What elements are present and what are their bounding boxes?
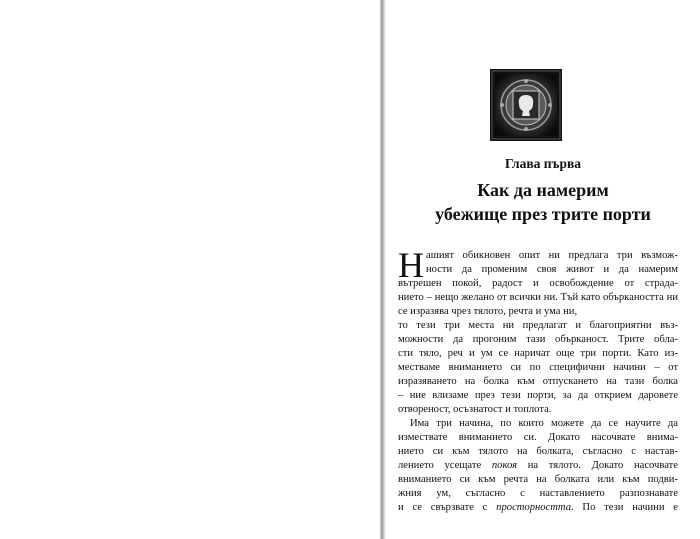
text-line: – ние влизаме през тези порти, за да открием даровете отвореност, осъзнатост и топлота.	[398, 390, 678, 415]
text-line: ашият обикновен опит ни предлага три възмож-	[426, 250, 678, 261]
chapter-title-line-1: Как да намерим	[477, 180, 609, 200]
text-line: нието си към тялото на болката, съгласно с настав-	[398, 446, 678, 457]
right-page	[386, 0, 700, 539]
text-line: вниманието си към речта на болката или към подви-	[398, 474, 678, 485]
text-line: то тези три места ни предлагат и благоприятни въз-	[398, 320, 678, 331]
chapter-label: Глава първа	[504, 156, 581, 171]
meditating-figure-emblem-icon	[490, 69, 562, 141]
drop-cap-letter: Н	[398, 245, 424, 285]
text-line	[398, 501, 678, 515]
emphasis-text: покоя	[491, 460, 518, 471]
text-line: ности да променим своя живот и да намерим	[426, 264, 678, 275]
text-run: и се свързвате с	[398, 502, 497, 513]
text-line: местваме вниманието си по специфични начини – от	[398, 362, 678, 373]
text-line: нието – нещо желано от всички ни. Тъй като объркаността ни се изразява чрез тялото, речта и ума ни,	[398, 292, 678, 317]
text-line: можности да прогоним тази обърканост. Трите обла-	[398, 334, 678, 345]
text-line: измествате вниманието си. Докато насочвате внима-	[398, 432, 678, 443]
chapter-body-text	[398, 245, 678, 515]
text-line: изразяването на болка към отпускането на тази болка	[398, 376, 678, 387]
text-line: вътрешен покой, радост и освобождение от страда-	[398, 278, 678, 289]
emphasis-text: просторността	[496, 502, 571, 513]
chapter-title-line-2: убежище през трите порти	[435, 204, 651, 224]
text-run: на тялото. Докато насочвате	[517, 460, 678, 471]
text-run: лението усещате	[398, 460, 492, 471]
text-line: Има три начина, по които можете да се научите да	[410, 418, 678, 429]
text-line: сти тяло, реч и ум се наричат още три порти. Като из-	[398, 348, 678, 359]
text-line	[398, 459, 678, 473]
text-run: . По тези начини е	[571, 502, 678, 513]
text-line: жния ум, съгласно с наставлението разпознавате	[398, 488, 678, 499]
